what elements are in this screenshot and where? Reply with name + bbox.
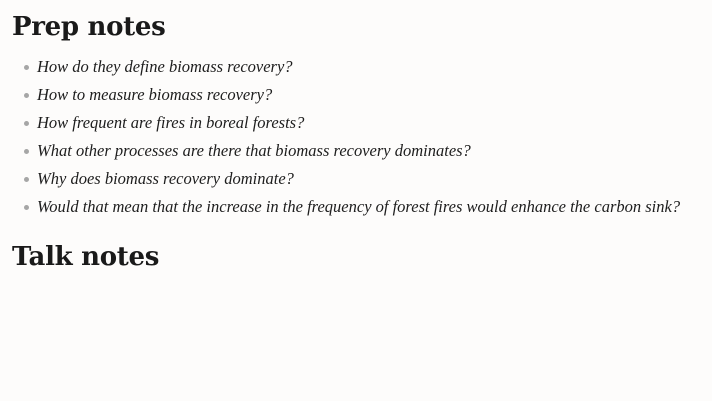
prep-notes-heading: Prep notes	[12, 12, 166, 42]
note-text: Would that mean that the increase in the frequency of forest fires would enhance the carbon sink?	[37, 197, 681, 216]
bullet-dot-icon	[24, 93, 29, 98]
list-item[interactable]	[22, 53, 702, 81]
bullet-dot-icon	[24, 205, 29, 210]
note-text: How do they define biomass recovery?	[37, 57, 293, 76]
note-text: Why does biomass recovery dominate?	[37, 169, 294, 188]
note-text: How frequent are fires in boreal forests?	[37, 113, 305, 132]
note-text: What other processes are there that biomass recovery dominates?	[37, 141, 471, 160]
list-item[interactable]	[22, 81, 702, 109]
list-item[interactable]	[22, 109, 702, 137]
list-item[interactable]	[22, 137, 702, 165]
bullet-dot-icon	[24, 121, 29, 126]
bullet-dot-icon	[24, 177, 29, 182]
note-text: How to measure biomass recovery?	[37, 85, 273, 104]
list-item[interactable]	[22, 193, 702, 221]
prep-notes-list	[22, 53, 702, 221]
talk-notes-heading: Talk notes	[12, 242, 160, 272]
bullet-dot-icon	[24, 149, 29, 154]
list-item[interactable]	[22, 165, 702, 193]
bullet-dot-icon	[24, 65, 29, 70]
